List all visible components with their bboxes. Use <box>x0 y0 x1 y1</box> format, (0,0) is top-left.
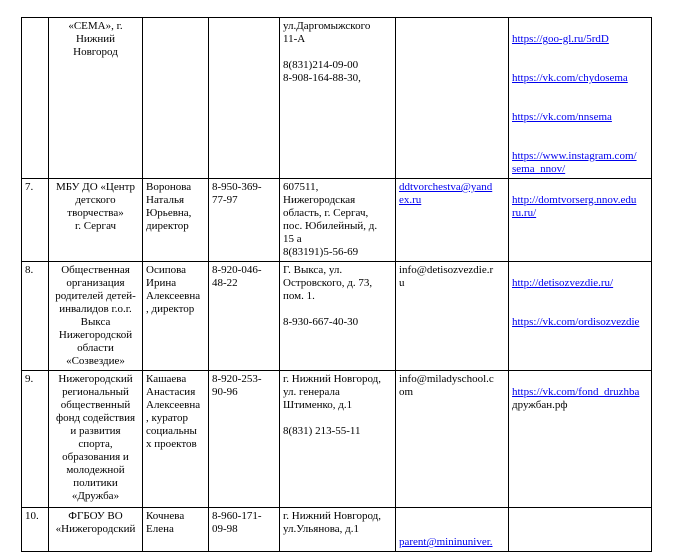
organization-email: info@miladyschool.c om <box>396 371 509 508</box>
organization-links <box>509 371 652 508</box>
contact-phone: 8-920-046- 48-22 <box>209 262 280 371</box>
contact-person: Воронова Наталья Юрьевна, директор <box>143 179 209 262</box>
table-row <box>22 371 652 508</box>
organization-email <box>396 508 509 552</box>
email-link[interactable]: ddtvorchestva@yand ex.ru <box>399 181 493 206</box>
row-number: 8. <box>22 262 49 371</box>
email-link[interactable]: parent@mininuniver. <box>399 536 493 548</box>
table-row <box>22 179 652 262</box>
contact-phone: 8-960-171- 09-98 <box>209 508 280 552</box>
row-number <box>22 18 49 179</box>
website-link[interactable]: https://vk.com/chydosema <box>512 72 628 84</box>
organization-name: МБУ ДО «Центр детского творчества» г. Сергач <box>49 179 143 262</box>
row-number: 9. <box>22 371 49 508</box>
website-link[interactable]: http://domtvorserg.nnov.edu ru.ru/ <box>512 194 637 219</box>
website-text: дружбан.рф <box>512 399 568 411</box>
table-row <box>22 262 652 371</box>
contact-person: Кашаева Анастасия Алексеевна , куратор социальны х проектов <box>143 371 209 508</box>
organization-links <box>509 262 652 371</box>
contact-person: Осипова Ирина Алексеевна , директор <box>143 262 209 371</box>
website-link[interactable]: https://goo-gl.ru/5rdD <box>512 33 609 45</box>
row-number: 10. <box>22 508 49 552</box>
row-number: 7. <box>22 179 49 262</box>
organization-email <box>396 18 509 179</box>
contact-person: Кочнева Елена <box>143 508 209 552</box>
website-link[interactable]: http://detisozvezdie.ru/ <box>512 277 614 289</box>
website-link[interactable]: https://vk.com/nnsema <box>512 111 612 123</box>
organization-address: 607511, Нижегородская область, г. Сергач, пос. Юбилейный, д. 15 а 8(83191)5-56-69 <box>280 179 396 262</box>
table-row <box>22 18 652 179</box>
organization-address: Г. Выкса, ул. Островского, д. 73, пом. 1. 8-930-667-40-30 <box>280 262 396 371</box>
contact-person <box>143 18 209 179</box>
website-link[interactable]: https://www.instagram.com/ sema_nnov/ <box>512 150 637 175</box>
organization-links <box>509 179 652 262</box>
contact-phone <box>209 18 280 179</box>
organization-address: г. Нижний Новгород, ул.Ульянова, д.1 <box>280 508 396 552</box>
contact-phone: 8-950-369- 77-97 <box>209 179 280 262</box>
organization-links <box>509 508 652 552</box>
organization-links <box>509 18 652 179</box>
organization-name: Нижегородский региональный общественный фонд содействия и развития спорта, образования и молодежной политики «Дружба» <box>49 371 143 508</box>
organization-address: ул.Даргомыжского 11-А 8(831)214-09-00 8-908-164-88-30, <box>280 18 396 179</box>
organization-name: ФГБОУ ВО «Нижегородский <box>49 508 143 552</box>
organization-address: г. Нижний Новгород, ул. генерала Штименко, д.1 8(831) 213-55-11 <box>280 371 396 508</box>
table-row <box>22 508 652 552</box>
organization-name: Общественная организация родителей детей- инвалидов г.о.г. Выкса Нижегородской области «Созвездие» <box>49 262 143 371</box>
organizations-table <box>21 17 652 552</box>
organization-name: «СЕМА», г. Нижний Новгород <box>49 18 143 179</box>
contact-phone: 8-920-253- 90-96 <box>209 371 280 508</box>
website-link[interactable]: https://vk.com/ordisozvezdie <box>512 316 640 328</box>
organization-email <box>396 179 509 262</box>
organization-email: info@detisozvezdie.r u <box>396 262 509 371</box>
website-link[interactable]: https://vk.com/fond_druzhba <box>512 386 640 398</box>
